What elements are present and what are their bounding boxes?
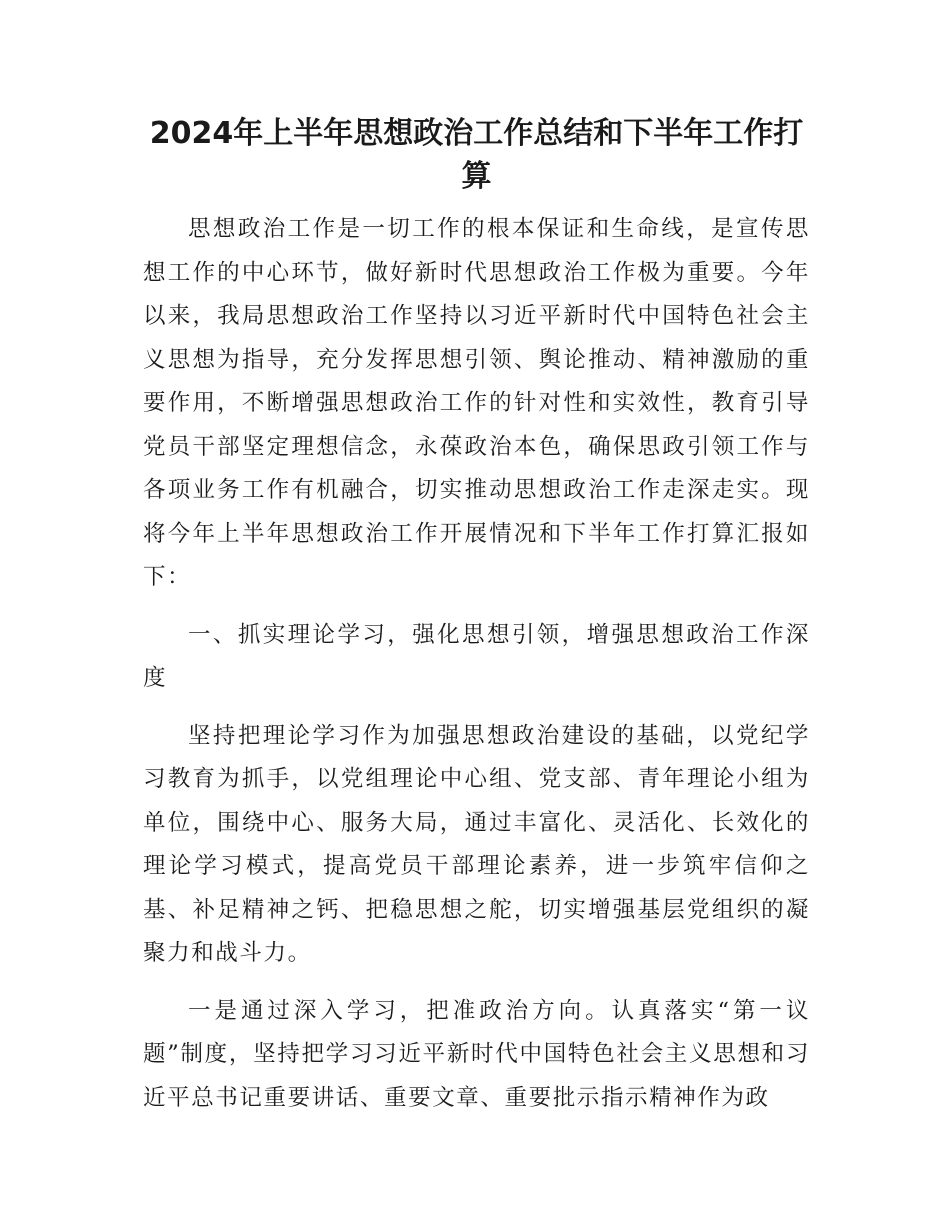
section-heading-1: 一、抓实理论学习，强化思想引领，增强思想政治工作深度 <box>143 621 810 691</box>
section-1-paragraph: 坚持把理论学习作为加强思想政治建设的基础，以党纪学习教育为抓手，以党组理论中心组、党支部、青年理论小组为单位，围绕中心、服务大局，通过丰富化、灵活化、长效化的理论学习模式，提高党员干部理论素养，进一步筑牢信仰之基、补足精神之钙、把稳思想之舵，切实增强基层党组织的凝聚力和战斗力。 <box>143 722 810 966</box>
document-page <box>143 112 810 1134</box>
intro-paragraph: 思想政治工作是一切工作的根本保证和生命线，是宣传思想工作的中心环节，做好新时代思想政治工作极为重要。今年以来，我局思想政治工作坚持以习近平新时代中国特色社会主义思想为指导，充分发挥思想引领、舆论推动、精神激励的重要作用，不断增强思想政治工作的针对性和实效性，教育引导党员干部坚定理想信念，永葆政治本色，确保思政引领工作与各项业务工作有机融合，切实推动思想政治工作走深走实。现将今年上半年思想政治工作开展情况和下半年工作打算汇报如下： <box>143 216 810 590</box>
document-title: 2024年上半年思想政治工作总结和下半年工作打算 <box>149 116 804 194</box>
point-1-paragraph: 一是通过深入学习，把准政治方向。认真落实“第一议题”制度，坚持把学习习近平新时代中国特色社会主义思想和习近平总书记重要讲话、重要文章、重要批示指示精神作为政 <box>143 997 810 1111</box>
